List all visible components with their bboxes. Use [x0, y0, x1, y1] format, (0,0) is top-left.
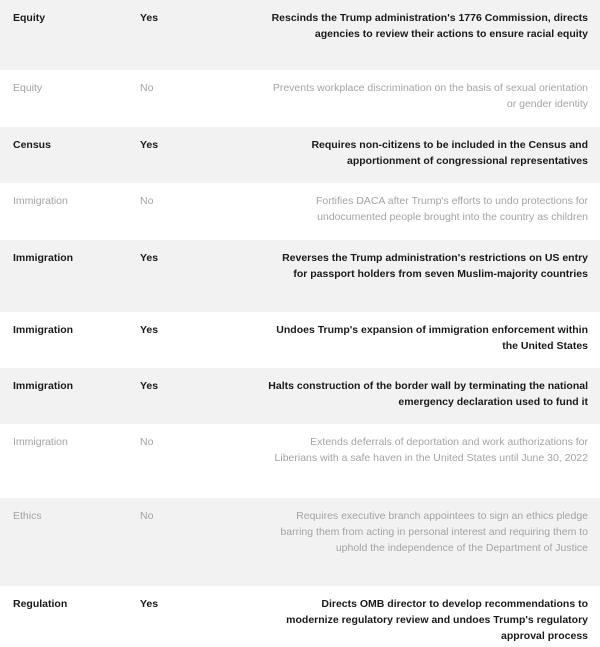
answer-cell: No — [140, 82, 154, 94]
description-cell: Requires executive branch appointees to sign an ethics pledge barring them from acting in personal interest and requiring them to uphold the independence of the Department of Justice — [280, 510, 588, 554]
answer-cell: Yes — [140, 380, 159, 392]
answer-cell: Yes — [140, 324, 159, 336]
category-cell: Immigration — [13, 252, 74, 264]
table-row — [0, 312, 600, 368]
table-row — [0, 0, 600, 70]
category-cell: Census — [13, 139, 51, 151]
category-cell: Equity — [13, 82, 43, 94]
answer-cell: Yes — [140, 139, 159, 151]
table-row — [0, 586, 600, 647]
table-row — [0, 70, 600, 127]
description-cell: Fortifies DACA after Trump's efforts to undo protections for undocumented people brought into the country as children — [315, 195, 588, 223]
answer-cell: No — [140, 195, 154, 207]
category-cell: Ethics — [13, 510, 42, 522]
description-cell: Rescinds the Trump administration's 1776 Commission, directs agencies to review their actions to ensure racial equity — [271, 12, 588, 40]
table-row — [0, 498, 600, 586]
category-cell: Immigration — [13, 380, 74, 392]
answer-cell: Yes — [140, 12, 159, 24]
answer-cell: Yes — [140, 252, 159, 264]
description-cell: Prevents workplace discrimination on the basis of sexual orientation or gender identity — [272, 82, 588, 110]
table-row — [0, 183, 600, 240]
description-cell: Directs OMB director to develop recommendations to modernize regulatory review and undoes Trump's regulatory approval process — [286, 598, 588, 642]
table-row — [0, 240, 600, 312]
category-cell: Immigration — [13, 195, 68, 207]
category-cell: Immigration — [13, 436, 68, 448]
category-cell: Immigration — [13, 324, 74, 336]
table-row — [0, 127, 600, 183]
category-cell: Equity — [13, 12, 46, 24]
answer-cell: Yes — [140, 598, 159, 610]
table-row — [0, 368, 600, 424]
description-cell: Extends deferrals of deportation and work authorizations for Liberians with a safe haven in the United States until June 30, 2022 — [274, 436, 588, 464]
description-cell: Reverses the Trump administration's restrictions on US entry for passport holders from seven Muslim-majority countries — [282, 252, 588, 280]
description-cell: Requires non-citizens to be included in the Census and apportionment of congressional representatives — [311, 139, 588, 167]
category-cell: Regulation — [13, 598, 68, 610]
table-row — [0, 424, 600, 498]
answer-cell: No — [140, 436, 154, 448]
answer-cell: No — [140, 510, 154, 522]
description-cell: Undoes Trump's expansion of immigration enforcement within the United States — [276, 324, 588, 352]
description-cell: Halts construction of the border wall by terminating the national emergency declaration used to fund it — [268, 380, 588, 408]
